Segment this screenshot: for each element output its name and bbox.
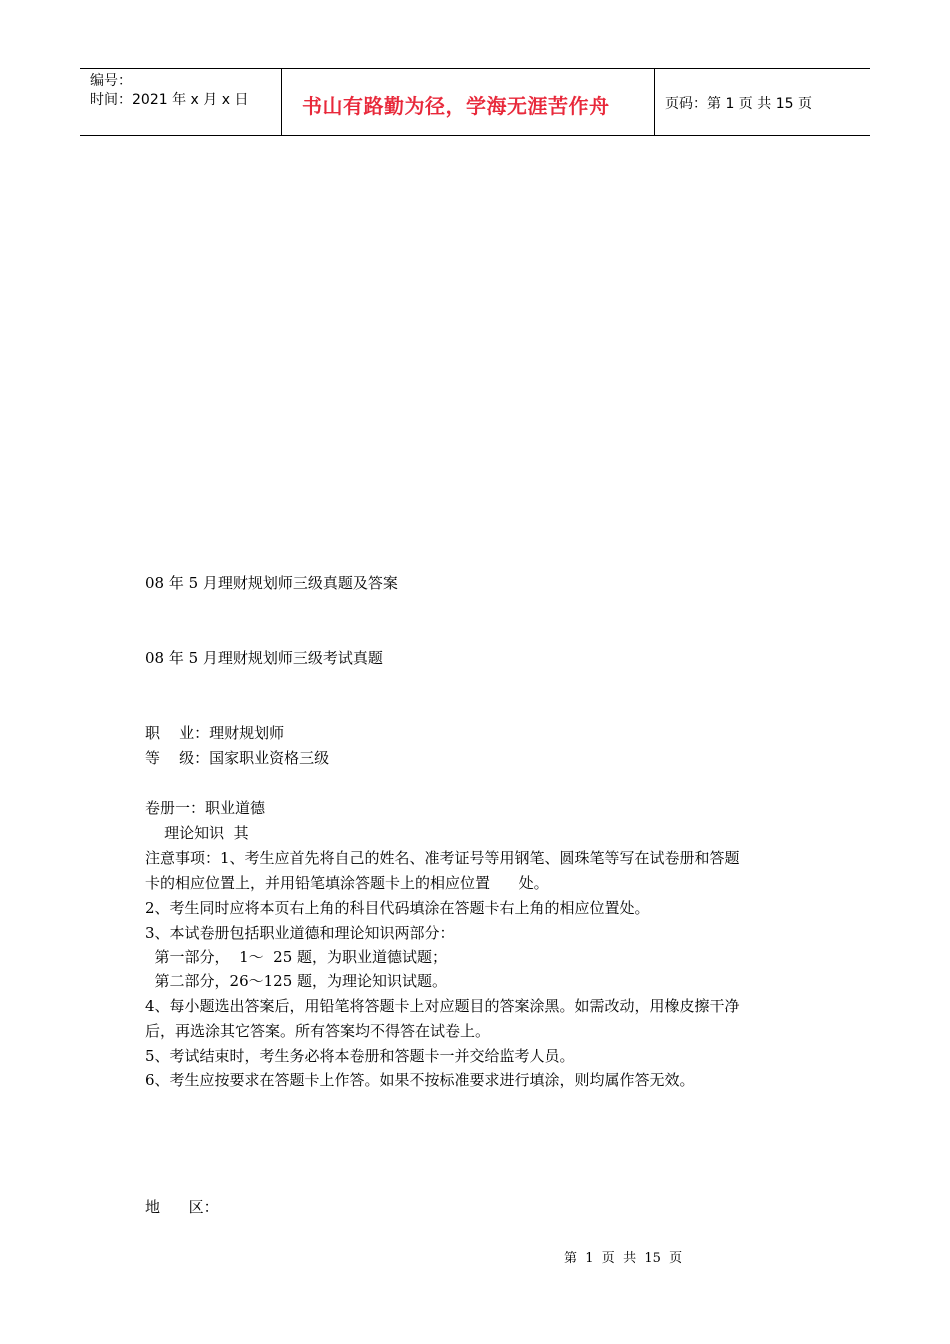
- volume-line: 卷册一：职业道德: [145, 799, 266, 817]
- note-line: 6、考生应按要求在答题卡上作答。如果不按标准要求进行填涂，则均属作答无效。: [145, 1071, 695, 1089]
- code-label: 编号：: [90, 73, 132, 89]
- note-line: 5、考试结束时，考生务必将本卷册和答题卡一并交给监考人员。: [145, 1047, 575, 1065]
- note-line: 卡的相应位置上，并用铅笔填涂答题卡上的相应位置 处。: [145, 874, 549, 892]
- page-info: 页码：第 1 页 共 15 页: [665, 96, 812, 112]
- note-line: 4、每小题选出答案后，用铅笔将答题卡上对应题目的答案涂黑。如需改动，用橡皮擦干净: [145, 997, 740, 1015]
- theory-line: 理论知识 其: [145, 824, 249, 842]
- region-line: 地 区：: [145, 1198, 219, 1216]
- header-motto-cell: [281, 69, 655, 135]
- time-label: 时间：2021 年 x 月 x 日: [90, 92, 249, 108]
- note-line: 3、本试卷册包括职业道德和理论知识两部分：: [145, 924, 455, 942]
- header-table: [80, 68, 870, 136]
- note-line: 2、考生同时应将本页右上角的科目代码填涂在答题卡右上角的相应位置处。: [145, 899, 650, 917]
- level-line: 等 级：国家职业资格三级: [145, 749, 330, 767]
- document-subtitle: 08 年 5 月理财规划师三级考试真题: [145, 649, 383, 667]
- note-line: 注意事项：1、考生应首先将自己的姓名、准考证号等用钢笔、圆珠笔等写在试卷册和答题: [145, 849, 740, 867]
- document-title: 08 年 5 月理财规划师三级真题及答案: [145, 574, 398, 592]
- note-line: 后，再选涂其它答案。所有答案均不得答在试卷上。: [145, 1022, 491, 1040]
- note-line: 第一部分， 1～ 25 题，为职业道德试题；: [145, 948, 448, 966]
- occupation-line: 职 业：理财规划师: [145, 724, 285, 742]
- note-line: 第二部分，26～125 题，为理论知识试题。: [145, 972, 448, 990]
- motto-text: 书山有路勤为径，学海无涯苦作舟: [302, 93, 610, 118]
- header-meta-cell: [80, 69, 281, 135]
- page-footer: 第 1 页 共 15 页: [564, 1251, 683, 1266]
- header-page-cell: [655, 69, 870, 135]
